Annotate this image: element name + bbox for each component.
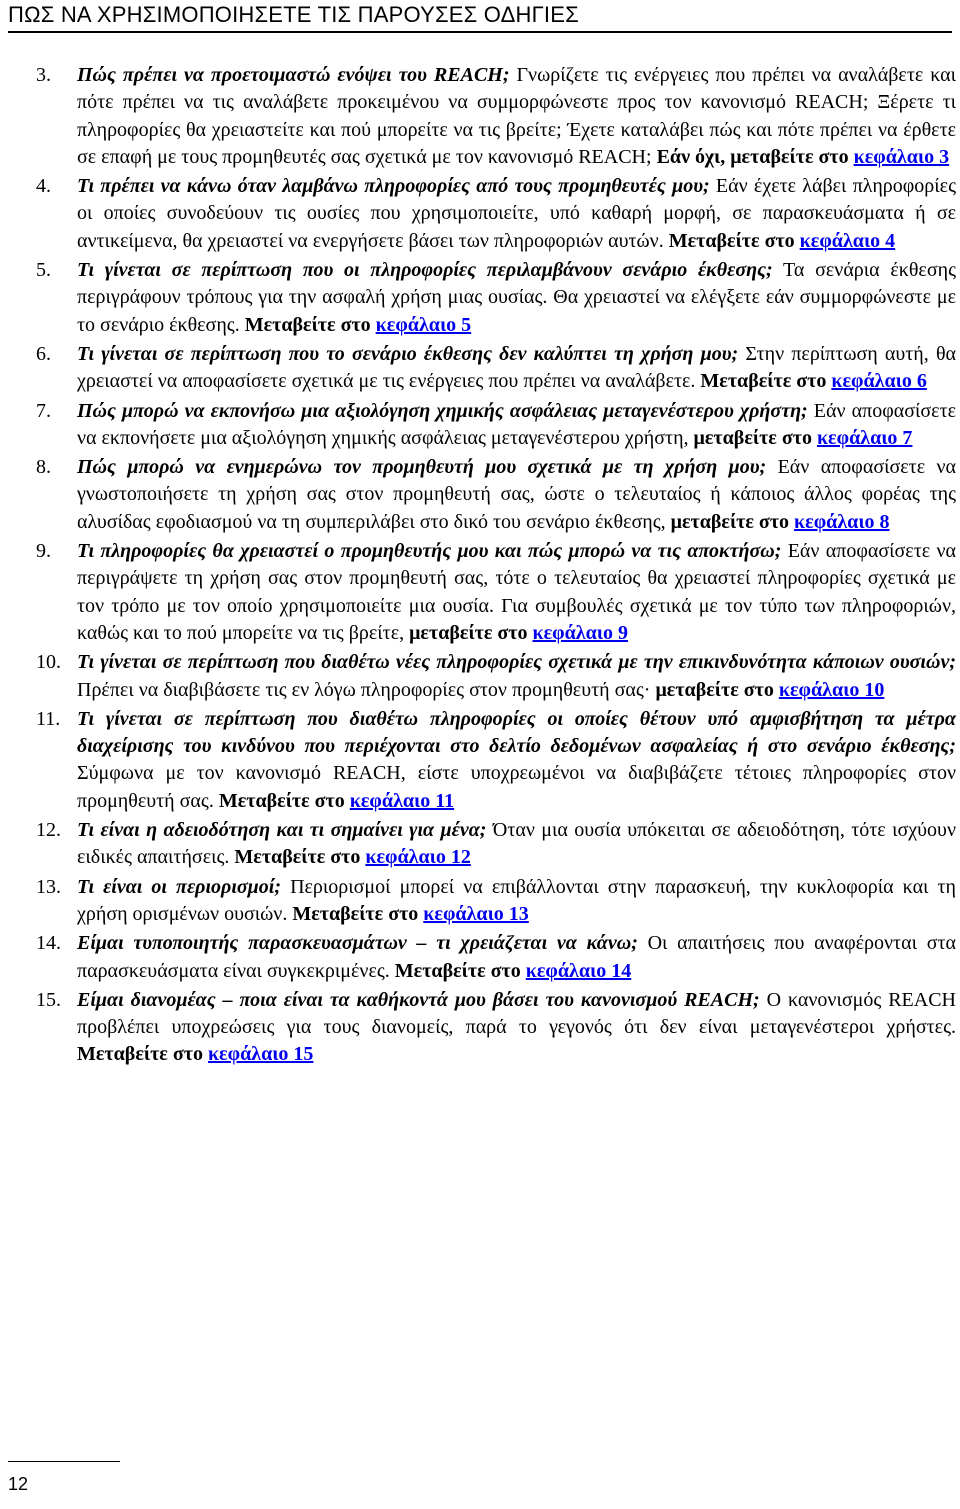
item-question: Τι είναι η αδειοδότηση και τι σημαίνει για μένα; [77, 819, 487, 842]
faq-item [36, 62, 956, 171]
item-text: Όταν μια ουσία υπόκειται σε αδειοδότηση, τότε ισχύουν ειδικές απαιτήσεις. [77, 819, 957, 869]
chapter-link-5[interactable]: κεφάλαιο 5 [375, 313, 472, 336]
item-goto: μεταβείτε στο [655, 678, 779, 701]
item-goto: μεταβείτε στο [409, 621, 533, 644]
item-number: 14. [36, 932, 61, 955]
item-number: 15. [36, 988, 61, 1011]
chapter-link-11[interactable]: κεφάλαιο 11 [349, 789, 455, 812]
item-question: Πώς μπορώ να εκπονήσω μια αξιολόγηση χημικής ασφάλειας μεταγενέστερου χρήστη; [77, 399, 808, 422]
item-number: 12. [36, 819, 61, 842]
faq-content [36, 62, 956, 1071]
chapter-link-14[interactable]: κεφάλαιο 14 [525, 959, 632, 982]
item-goto: Μεταβείτε στο [292, 902, 424, 925]
item-question: Είμαι διανομέας – ποια είναι τα καθήκοντά μου βάσει του κανονισμού REACH; [77, 988, 760, 1011]
item-question: Τι πληροφορίες θα χρειαστεί ο προμηθευτής μου και πώς μπορώ να τις αποκτήσω; [77, 540, 782, 563]
item-question: Τι γίνεται σε περίπτωση που οι πληροφορίες περιλαμβάνουν σενάριο έκθεσης; [77, 259, 773, 282]
faq-item [36, 454, 956, 536]
page-number: 12 [8, 1474, 29, 1494]
item-goto: Μεταβείτε στο [700, 370, 832, 393]
item-number: 10. [36, 651, 61, 674]
chapter-link-8[interactable]: κεφάλαιο 8 [794, 510, 890, 533]
faq-item [36, 649, 956, 704]
item-goto: μεταβείτε στο [670, 510, 795, 533]
faq-item [36, 257, 956, 339]
faq-item [36, 398, 956, 453]
item-number: 4. [36, 175, 51, 198]
item-goto: Μεταβείτε στο [668, 229, 800, 252]
item-number: 5. [36, 259, 51, 282]
item-question: Τι είναι οι περιορισμοί; [77, 875, 282, 898]
page-header-title: ΠΩΣ ΝΑ ΧΡΗΣΙΜΟΠΟΙΗΣΕΤΕ ΤΙΣ ΠΑΡΟΥΣΕΣ ΟΔΗΓΙΕΣ [8, 2, 579, 27]
item-text: Εάν αποφασίσετε να εκπονήσετε μια αξιολόγηση χημικής ασφάλειας μεταγενέστερου χρήστη, [77, 399, 957, 449]
chapter-link-9[interactable]: κεφάλαιο 9 [532, 621, 628, 644]
item-question: Πώς μπορώ να ενημερώνω τον προμηθευτή μου σχετικά με τη χρήση μου; [77, 456, 767, 479]
faq-item [36, 817, 956, 872]
item-text: Σύμφωνα με τον κανονισμό REACH, είστε υποχρεωμένοι να διαβιβάζετε τέτοιες πληροφορίες στον προμηθευτή σας. [77, 762, 956, 812]
item-number: 6. [36, 342, 51, 365]
item-text: Εάν αποφασίσετε να γνωστοποιήσετε τη χρήση σας στον προμηθευτή σας, ώστε ο τελευταίος ή κάποιος άλλος φορέας της αλυσίδας εφοδιασμού να τη συμπεριλάβει στο δικό του σενάριο έκθεσης, [77, 456, 957, 533]
faq-item [36, 930, 956, 985]
item-question: Τι γίνεται σε περίπτωση που διαθέτω νέες πληροφορίες σχετικά με την επικινδυνότητα κάποιων ουσιών; [77, 651, 956, 674]
item-goto: Μεταβείτε στο [77, 1043, 208, 1066]
item-text: Εάν έχετε λάβει πληροφορίες οι οποίες συνοδεύουν τις ουσίες που χρησιμοποιείτε, υπό καθαρή μορφή, σε παρασκευάσματα ή σε αντικείμενα, θα χρειαστεί να ενεργήσετε βάσει των πληροφοριών αυτών. [77, 175, 956, 252]
item-text: Εάν αποφασίσετε να περιγράψετε τη χρήση σας στον προμηθευτή σας, τότε ο τελευταίος θα χρειαστεί πληροφορίες σχετικά με τον τρόπο με τον οποίο χρησιμοποιείτε μια ουσία. Για συμβουλές σχετικά με τον τύπο των πληροφοριών, καθώς και το πού μπορείτε να τις βρείτε, [77, 540, 956, 644]
item-question: Τι γίνεται σε περίπτωση που το σενάριο έκθεσης δεν καλύπτει τη χρήση μου; [77, 342, 739, 365]
faq-item [36, 987, 956, 1069]
item-text: Πρέπει να διαβιβάσετε τις εν λόγω πληροφορίες στον προμηθευτή σας· [77, 678, 656, 701]
faq-item [36, 706, 956, 815]
item-number: 3. [36, 64, 51, 86]
footer-divider [8, 1461, 120, 1462]
item-text: Στην περίπτωση αυτή, θα χρειαστεί να αποφασίσετε σχετικά με τις ενέργειες που πρέπει να αναλάβετε. [77, 342, 957, 393]
item-text: Περιορισμοί μπορεί να επιβάλλονται στην παρασκευή, την κυκλοφορία και τη χρήση ορισμένων ουσιών. [77, 875, 957, 925]
item-number: 8. [36, 456, 51, 479]
item-text: Οι απαιτήσεις που αναφέρονται στα παρασκευάσματα είναι συγκεκριμένες. [77, 932, 956, 982]
item-goto: Μεταβείτε στο [394, 959, 526, 982]
item-question: Πώς πρέπει να προετοιμαστώ ενόψει του REACH; [77, 64, 510, 86]
item-text: Γνωρίζετε τις ενέργειες που πρέπει να αναλάβετε και πότε πρέπει να τις αναλάβετε προκειμένου να συμμορφώνεστε προς τον κανονισμό REACH; Ξέρετε τι πληροφορίες θα χρειαστείτε και πού μπορείτε να τις βρείτε; Έχετε καταλάβει πώς και πότε πρέπει να έρθετε σε επαφή με τους προμηθευτές σας σχετικά με τον κανονισμό REACH; [77, 64, 956, 168]
chapter-link-6[interactable]: κεφάλαιο 6 [831, 370, 927, 393]
faq-item [36, 173, 956, 255]
chapter-link-7[interactable]: κεφάλαιο 7 [816, 426, 913, 449]
header-divider [8, 31, 952, 33]
chapter-link-12[interactable]: κεφάλαιο 12 [365, 846, 471, 869]
chapter-link-15[interactable]: κεφάλαιο 15 [207, 1043, 314, 1066]
faq-list [36, 62, 956, 1069]
item-text: Τα σενάρια έκθεσης περιγράφουν τρόπους για την ασφαλή χρήση μιας ουσίας. Θα χρειαστεί να ελέγξετε εάν συμμορφώνεστε με το σενάριο έκθεσης. [77, 259, 956, 336]
item-goto: Εάν όχι, μεταβείτε στο [656, 145, 854, 168]
item-goto: μεταβείτε στο [693, 426, 817, 449]
item-question: Τι γίνεται σε περίπτωση που διαθέτω πληροφορίες οι οποίες θέτουν υπό αμφισβήτηση τα μέτρα διαχείρισης του κινδύνου που περιέχονται στο δελτίο δεδομένων ασφαλείας ή στο σενάριο έκθεσης; [77, 707, 956, 758]
chapter-link-3[interactable]: κεφάλαιο 3 [853, 145, 950, 168]
chapter-link-13[interactable]: κεφάλαιο 13 [423, 902, 529, 925]
item-number: 13. [36, 875, 61, 898]
chapter-link-10[interactable]: κεφάλαιο 10 [778, 678, 885, 701]
item-number: 9. [36, 540, 51, 563]
item-goto: Μεταβείτε στο [234, 846, 366, 869]
item-text: Ο κανονισμός REACH προβλέπει υποχρεώσεις για τους διανομείς, παρά το γεγονός ότι δεν είναι μεταγενέστεροι χρήστες. [77, 988, 956, 1039]
item-question: Τι πρέπει να κάνω όταν λαμβάνω πληροφορίες από τους προμηθευτές μου; [77, 175, 710, 198]
faq-item [36, 538, 956, 647]
item-question: Είμαι τυποποιητής παρασκευασμάτων – τι χρειάζεται να κάνω; [77, 932, 638, 955]
item-goto: Μεταβείτε στο [218, 789, 350, 812]
item-number: 11. [36, 707, 61, 730]
faq-item [36, 341, 956, 396]
item-number: 7. [36, 399, 51, 422]
item-goto: Μεταβείτε στο [244, 313, 376, 336]
chapter-link-4[interactable]: κεφάλαιο 4 [799, 229, 896, 252]
faq-item [36, 874, 956, 929]
